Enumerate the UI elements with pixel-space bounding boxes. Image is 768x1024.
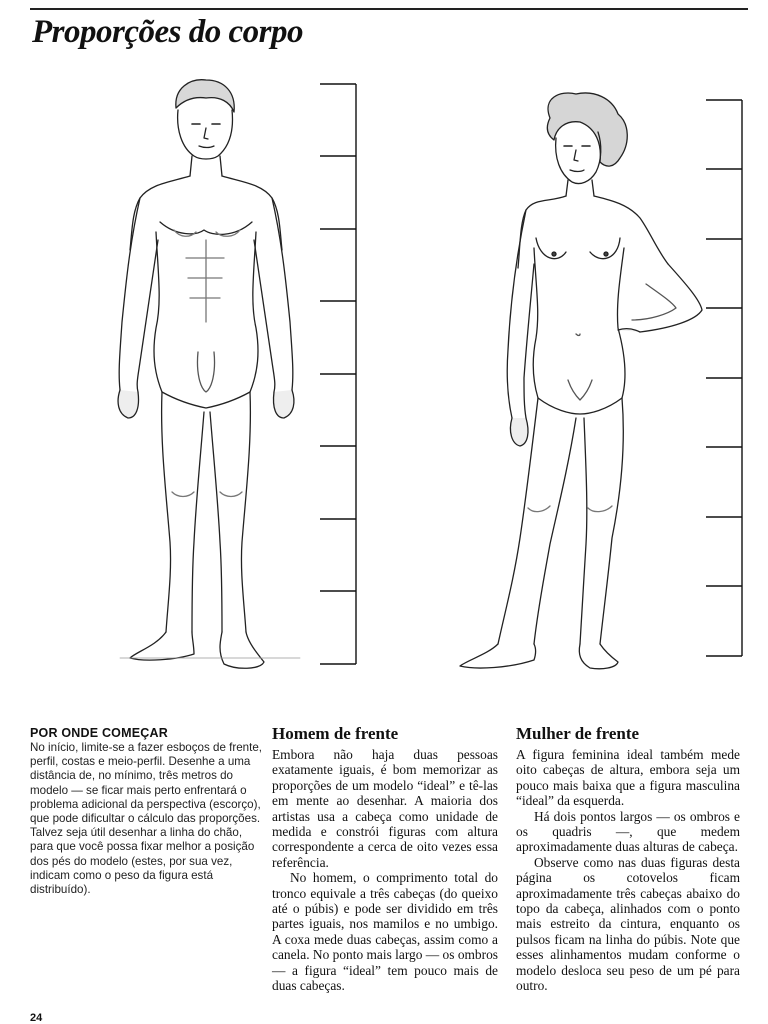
sidebar-text: No início, limite-se a fazer esboços de frente, perfil, costas e meio-perfil. Desenhe a uma distância de, no mínimo, três metros do modelo — se ficar mais perto enfrentará o problema adicional da perspectiva (escorço), que pode dificultar o cálculo das proporções. Talvez seja útil desenhar a linha do chão, para que você possa fixar melhor a posição dos pés do modelo (estes, por sua vez, indicam como o peso da figura está distribuído).	[30, 741, 262, 897]
male-figure-illustration	[100, 72, 320, 682]
man-paragraph: Embora não haja duas pessoas exatamente iguais, é bom memorizar as proporções de um modelo “ideal” e tê-las em mente ao desenhar. A maioria dos artistas usa a cabeça como unidade de medida e constrói figuras com altura correspondente a cerca de oito vezes essa referência.	[272, 747, 498, 870]
woman-section	[516, 724, 740, 994]
woman-paragraph: Observe como nas duas figuras desta página os cotovelos ficam aproximadamente três cabeças abaixo do topo da cabeça, alinhados com o ponto mais estreito da cintura, enquanto os pulsos ficam na linha do púbis. Note que esses alinhamentos mudam conforme o modelo desloca seu peso de um pé para outro.	[516, 854, 740, 994]
man-section	[272, 724, 498, 994]
woman-section-heading: Mulher de frente	[516, 724, 640, 743]
sidebar-heading: POR ONDE COMEÇAR	[30, 726, 168, 740]
woman-paragraph: Há dois pontos largos — os ombros e os quadris —, que medem aproximadamente duas alturas de cabeça.	[516, 808, 740, 855]
sidebar-where-to-start	[30, 726, 266, 897]
female-figure-illustration	[450, 88, 730, 678]
man-paragraph: No homem, o comprimento total do tronco equivale a três cabeças (do queixo até o púbis) e pode ser dividido em três partes iguais, nos mamilos e no umbigo. A coxa mede duas cabeças, assim como a canela. No ponto mais largo — os ombros — a figura “ideal” tem pouco mais de duas cabeças.	[272, 870, 498, 994]
male-proportion-scale	[316, 80, 364, 670]
top-rule	[30, 8, 748, 10]
page-title: Proporções do corpo	[32, 14, 303, 50]
man-section-heading: Homem de frente	[272, 724, 399, 743]
woman-paragraph: A figura feminina ideal também mede oito cabeças de altura, embora seja um pouco mais baixa que a figura masculina “ideal” da esquerda.	[516, 747, 740, 809]
female-proportion-scale	[706, 96, 754, 662]
page-number: 24	[30, 1012, 43, 1024]
